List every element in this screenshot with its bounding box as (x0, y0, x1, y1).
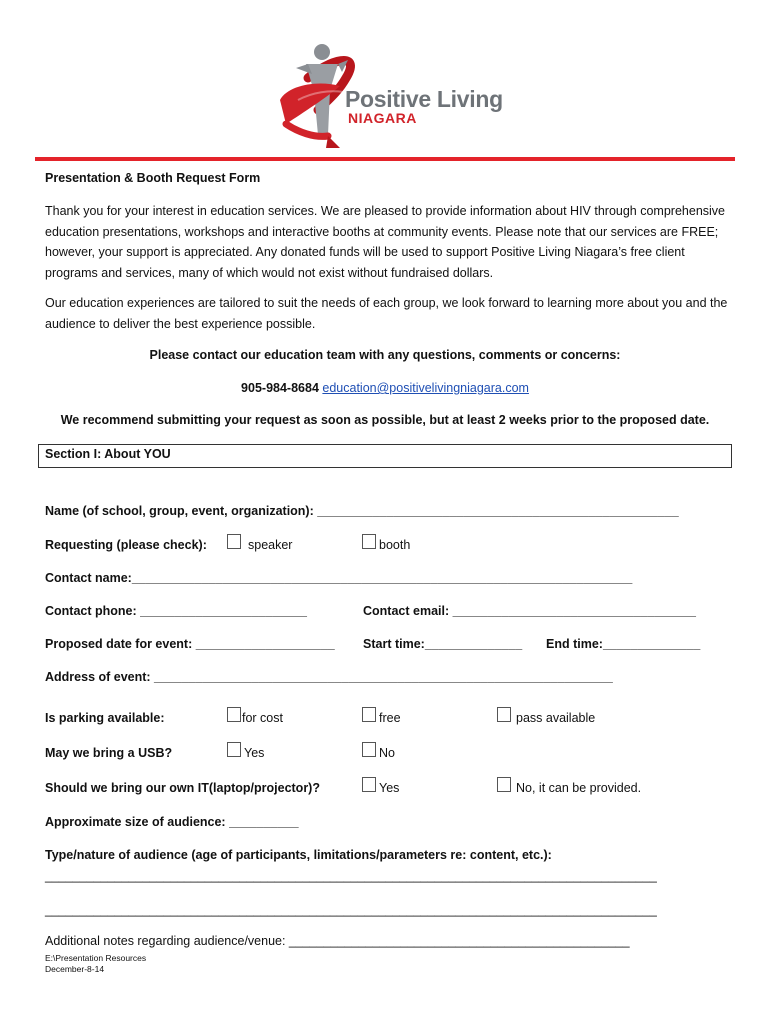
parking-free-checkbox[interactable] (362, 707, 376, 722)
it-no-checkbox[interactable] (497, 777, 511, 792)
contact-line (35, 378, 735, 398)
it-label: Should we bring our own IT(laptop/projector)? (45, 781, 320, 795)
footer-date: December-8-14 (45, 964, 105, 974)
end-time-field[interactable]: End time:______________ (546, 637, 701, 651)
contact-email-link[interactable]: education@positivelivingniagara.com (322, 381, 529, 395)
audience-type-label: Type/nature of audience (age of participants, limitations/parameters re: content, etc.): (45, 848, 552, 862)
section-header (38, 444, 732, 468)
contact-name-field[interactable]: Contact name:________________________________________________________________________ (45, 571, 633, 585)
usb-no-checkbox[interactable] (362, 742, 376, 757)
name-field[interactable]: Name (of school, group, event, organization): ____________________________________________________ (45, 504, 679, 518)
booth-checkbox[interactable] (362, 534, 376, 549)
it-no-label: No, it can be provided. (516, 781, 642, 795)
contact-prompt: Please contact our education team with any questions, comments or concerns: (149, 348, 621, 362)
logo-title: Positive Living (345, 86, 503, 112)
experience-paragraph: Our education experiences are tailored to suit the needs of each group, we look forward to learning more about you and the audience to deliver the best experience possible. (45, 296, 728, 331)
usb-no-label: No (379, 746, 395, 760)
speaker-checkbox[interactable] (227, 534, 241, 549)
form-title: Presentation & Booth Request Form (45, 171, 261, 185)
usb-label: May we bring a USB? (45, 746, 173, 760)
section-title: Section I: About YOU (45, 447, 171, 461)
audience-size-field[interactable]: Approximate size of audience: __________ (45, 815, 299, 829)
address-field[interactable]: Address of event: __________________________________________________________________ (45, 670, 613, 684)
recommend-note: We recommend submitting your request as soon as possible, but at least 2 weeks prior to the proposed date. (60, 413, 710, 427)
booth-option-label: booth (379, 538, 411, 552)
start-time-field[interactable]: Start time:______________ (363, 637, 523, 651)
footer-path: E:\Presentation Resources (45, 953, 147, 963)
logo-subtitle: NIAGARA (348, 110, 417, 126)
parking-cost-label: for cost (242, 711, 283, 725)
usb-yes-label: Yes (244, 746, 265, 760)
parking-cost-checkbox[interactable] (227, 707, 241, 722)
it-yes-label: Yes (379, 781, 400, 795)
requesting-label: Requesting (please check): (45, 538, 207, 552)
header-divider (35, 157, 735, 161)
parking-label: Is parking available: (45, 711, 165, 725)
usb-yes-checkbox[interactable] (227, 742, 241, 757)
audience-type-line-1[interactable]: ________________________________________________________________________________________ (45, 869, 657, 883)
it-yes-checkbox[interactable] (362, 777, 376, 792)
contact-phone-number: 905-984-8684 (241, 381, 319, 395)
proposed-date-field[interactable]: Proposed date for event: ____________________ (45, 637, 335, 651)
parking-pass-checkbox[interactable] (497, 707, 511, 722)
contact-phone-field[interactable]: Contact phone: ________________________ (45, 604, 307, 618)
contact-email-field[interactable]: Contact email: ___________________________________ (363, 604, 696, 618)
parking-pass-label: pass available (516, 711, 596, 725)
speaker-option-label: speaker (248, 538, 293, 552)
intro-paragraph: Thank you for your interest in education services. We are pleased to provide information about HIV through comprehensive education presentations, workshops and interactive booths at community events. Please note that our services are FREE; however, your support is appreciated. Any donated funds will be used to support Positive Living Niagara’s free client programs and services, many of which would not exist without fundraised dollars. (45, 204, 725, 280)
parking-free-label: free (379, 711, 401, 725)
additional-notes-field[interactable]: Additional notes regarding audience/venue: _________________________________________________ (45, 934, 630, 948)
audience-type-line-2[interactable]: ________________________________________________________________________________________ (45, 903, 657, 917)
